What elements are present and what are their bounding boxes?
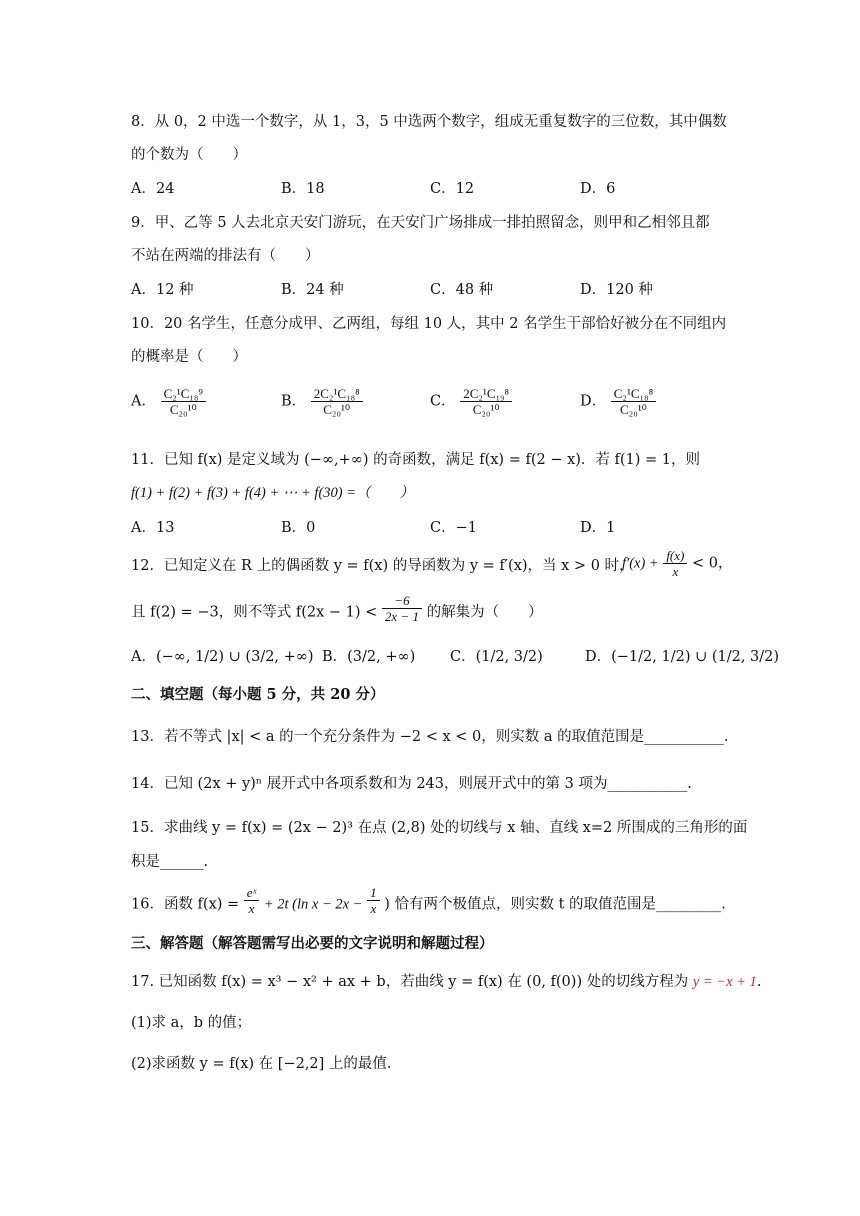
q15-stem-line1: 15．求曲线 y = f(x) = (2x − 2)³ 在点 (2,8) 处的切线与 x 轴、直线 x=2 所围成的三角形的面 <box>131 820 748 836</box>
q17-stem-line1 <box>131 972 761 992</box>
q10-option-d-letter: D． <box>580 393 607 410</box>
q17-line1-text: 17. 已知函数 f(x) = x³ − x² + ax + b，若曲线 y = f(x) 在 (0, f(0)) 处的切线方程为 <box>131 974 689 990</box>
q12-fraction-fx-over-x <box>663 548 687 579</box>
q11-stem-line2: f(1) + f(2) + f(3) + f(4) + ⋯ + f(30) =（ ） <box>131 485 415 501</box>
q16-prefix: 16．函数 f(x) = <box>131 896 240 913</box>
q9-option-d: D．120 种 <box>580 282 653 298</box>
q16-fraction-1-over-x <box>367 885 380 916</box>
q10-option-a-denominator: C₂₀¹⁰ <box>169 402 197 417</box>
q14-stem: 14．已知 (2x + y)ⁿ 展开式中各项系数和为 243，则展开式中的第 3 项为___________. <box>131 776 692 792</box>
q10-option-b-denominator: C₂₀¹⁰ <box>323 402 351 417</box>
q10-option-c-letter: C． <box>430 393 456 410</box>
q10-option-b-fraction <box>311 386 363 417</box>
q10-option-c-denominator: C₂₀¹⁰ <box>472 402 500 417</box>
q11-option-c: C．−1 <box>430 520 477 536</box>
q16-suffix: ) 恰有两个极值点，则实数 t 的取值范围是_________. <box>384 896 726 913</box>
q8-option-a: A．24 <box>131 181 175 197</box>
section-2-heading: 二、填空题（每小题 5 分，共 20 分） <box>131 686 385 703</box>
q9-stem-line2: 不站在两端的排法有（ ） <box>131 248 320 264</box>
q10-option-a <box>131 386 206 417</box>
q10-option-b-numerator: 2C₂¹C₁₈⁸ <box>311 386 363 402</box>
q12-stem-line1 <box>131 556 634 576</box>
q10-stem-line1: 10．20 名学生，任意分成甲、乙两组，每组 10 人，其中 2 名学生干部恰好被分在不同组内 <box>131 316 727 332</box>
q15-stem-line2: 积是______. <box>131 854 209 870</box>
q8-option-d: D．6 <box>580 181 616 197</box>
q11-stem-line1: 11．已知 f(x) 是定义域为 (−∞,+∞) 的奇函数，满足 f(x) = f(2 − x)．若 f(1) = 1，则 <box>131 452 701 468</box>
q11-option-b: B．0 <box>281 520 316 536</box>
q12-frac2-denominator: 2x − 1 <box>384 609 419 624</box>
q10-option-a-letter: A． <box>131 393 156 410</box>
q13-stem: 13．若不等式 |x| < a 的一个充分条件为 −2 < x < 0，则实数 a 的取值范围是___________. <box>131 729 729 745</box>
q12-frac1-denominator: x <box>672 564 679 579</box>
q10-option-d <box>580 386 656 417</box>
q8-option-c: C．12 <box>430 181 475 197</box>
q10-option-d-numerator: C₂¹C₁₈⁸ <box>611 386 656 402</box>
section-3-heading: 三、解答题（解答题需写出必要的文字说明和解题过程） <box>131 935 494 952</box>
q9-option-c: C．48 种 <box>430 282 494 298</box>
q12-option-d: D．(−1/2, 1/2) ∪ (1/2, 3/2) <box>585 649 780 665</box>
q8-stem-line2: 的个数为（ ） <box>131 147 247 163</box>
q8-stem-line1: 8．从 0，2 中选一个数字，从 1，3，5 中选两个数字，组成无重复数字的三位数，其中偶数 <box>131 114 727 130</box>
q16-middle: + 2t (ln x − 2x − <box>263 896 363 913</box>
q12-frac2-numerator: −6 <box>382 593 422 609</box>
q12-stem-line1-text: 12．已知定义在 R 上的偶函数 y = f(x) 的导函数为 y = f′(x)，当 x > 0 时， <box>131 558 634 574</box>
q17-tangent-equation: y = −x + 1 <box>692 974 757 990</box>
q17-part2: (2)求函数 y = f(x) 在 [−2,2] 上的最值. <box>131 1056 392 1072</box>
q12-derivative-expression <box>622 548 732 579</box>
q10-option-b-letter: B． <box>281 393 307 410</box>
q17-part1: (1)求 a，b 的值； <box>131 1015 252 1031</box>
q12-expr-a: f′(x) + <box>622 555 659 572</box>
q10-option-c-numerator: 2C₂¹C₁₉⁸ <box>460 386 512 402</box>
q12-fraction-neg6 <box>382 593 422 624</box>
q12-option-a: A．(−∞, 1/2) ∪ (3/2, +∞) <box>131 649 314 665</box>
q12-line2-a: 且 f(2) = −3，则不等式 f(2x − 1) < <box>131 604 378 621</box>
q12-expr-b: < 0， <box>691 555 733 572</box>
q16-frac1-denominator: x <box>248 901 255 916</box>
q10-option-d-denominator: C₂₀¹⁰ <box>620 402 647 417</box>
q10-option-d-fraction <box>611 386 656 417</box>
q16-stem <box>131 885 726 916</box>
q10-option-b <box>281 386 363 417</box>
q16-fraction-ex-over-x <box>244 885 259 916</box>
q10-option-a-numerator: C₂¹C₁₈⁹ <box>161 386 206 402</box>
q8-option-b: B．18 <box>281 181 325 197</box>
q12-line2-b: 的解集为（ ） <box>426 604 543 621</box>
q9-stem-line1: 9．甲、乙等 5 人去北京天安门游玩，在天安门广场排成一排拍照留念，则甲和乙相邻且都 <box>131 215 710 231</box>
q11-option-a: A．13 <box>131 520 175 536</box>
q10-stem-line2: 的概率是（ ） <box>131 349 247 365</box>
q10-option-c <box>430 386 512 417</box>
q11-option-d: D．1 <box>580 520 616 536</box>
q12-option-c: C．(1/2, 3/2) <box>450 649 543 665</box>
q12-stem-line2 <box>131 593 543 624</box>
q9-option-a: A．12 种 <box>131 282 194 298</box>
q12-option-b: B．(3/2, +∞) <box>322 649 416 665</box>
q17-line1-end: . <box>756 974 762 990</box>
q12-frac1-numerator: f(x) <box>663 548 687 564</box>
q9-option-b: B．24 种 <box>281 282 344 298</box>
q10-option-a-fraction <box>161 386 206 417</box>
q16-frac2-numerator: 1 <box>367 885 380 901</box>
q16-frac1-numerator: eˣ <box>244 885 259 901</box>
q16-frac2-denominator: x <box>370 901 377 916</box>
q10-option-c-fraction <box>460 386 512 417</box>
